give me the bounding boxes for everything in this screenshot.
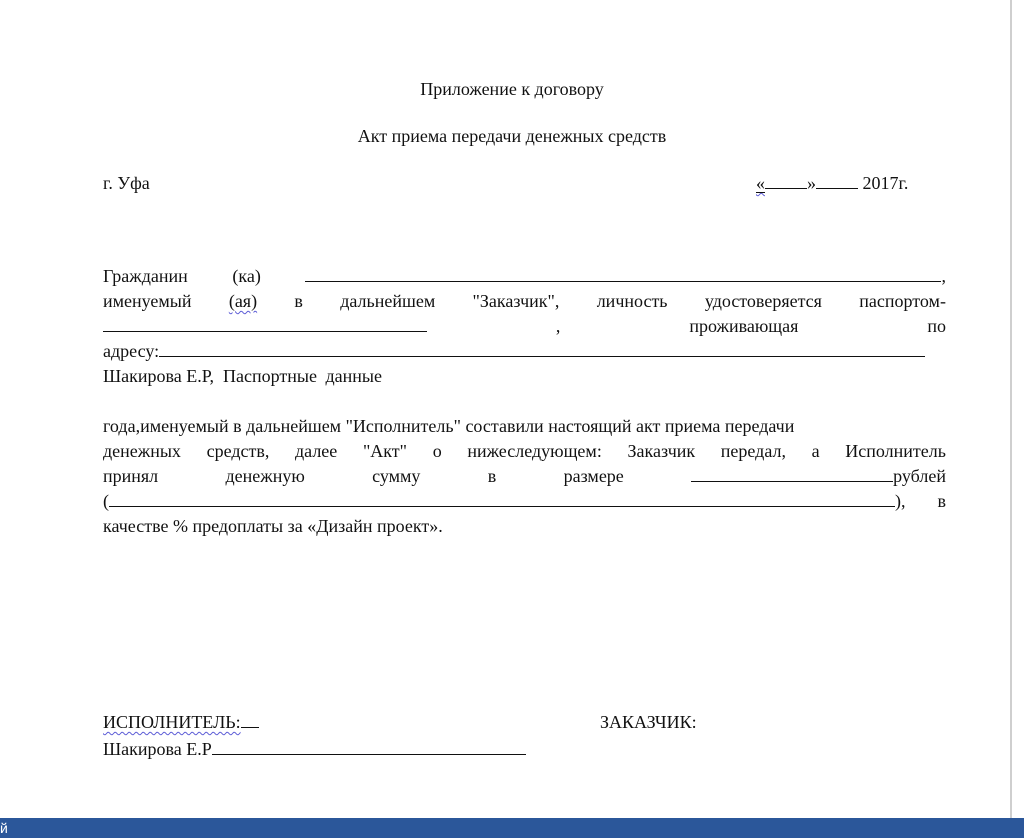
word: Заказчик [627,441,696,461]
executor-signature-name: Шакирова Е.Р [103,739,212,759]
paragraph2-line3 [103,464,946,488]
executor-passport-line [103,364,382,388]
word: в [294,291,303,311]
day-blank [765,171,807,189]
word: в [487,466,497,486]
word: "Акт" [362,441,408,461]
status-bar [0,818,1024,838]
amount-field [691,464,946,488]
word: средств, [206,441,270,461]
citizen-line [103,264,946,288]
customer-label: ЗАКАЗЧИК: [600,712,697,732]
rubles-word: рублей [893,466,946,486]
paragraph2-line2 [103,439,946,463]
word: дальнейшем [340,291,436,311]
paragraph2-line5: качестве % предоплаты за «Дизайн проект». [103,516,443,536]
executor-name: Шакирова Е.Р, [103,366,215,386]
address-label: адресу: [103,341,160,361]
executor-label: ИСПОЛНИТЕЛЬ: [103,712,259,732]
citizen-ka: (ка) [232,266,261,286]
date-close-quote: » [807,173,816,193]
amount-in-words-field: ( ), [103,491,906,511]
word: , [555,316,561,336]
executor-label-line [103,710,259,734]
word: размере [563,466,624,486]
word: денежную [225,466,305,486]
word: именуемый [103,291,192,311]
amount-in-words-blank [109,489,895,507]
citizen-word: Гражданин [103,266,188,286]
paragraph2-line1: года,именуемый в дальнейшем "Исполнитель" составили настоящий акт приема передачи [103,416,795,436]
paragraph2-line4 [103,489,946,513]
word: в [937,491,946,511]
status-bar-text: й [0,820,8,836]
named-customer-line [103,289,946,313]
address-blank [159,339,925,357]
passport-blank [103,314,427,332]
word: передал, [720,441,786,461]
passport-label: Паспортные данные [223,366,382,386]
word: а [811,441,820,461]
date-open-quote: « [756,173,765,193]
year: 2017г. [862,173,909,193]
word: принял [103,466,159,486]
citizen-name-field: , [305,264,946,288]
word: (ая) [228,291,258,311]
address-line [103,339,925,363]
word: далее [295,441,338,461]
word: паспортом- [859,291,946,311]
word: сумму [372,466,421,486]
page-right-border [1010,0,1012,818]
word: денежных [103,441,181,461]
city: г. Уфа [103,173,150,193]
word: удостоверяется [704,291,822,311]
word: нижеследующем: [467,441,602,461]
word: Исполнитель [845,441,946,461]
word: по [927,316,946,336]
month-blank [816,171,858,189]
date-line [756,171,908,195]
passport-line [103,314,946,338]
signature-blank [212,737,526,755]
executor-signature-line [103,737,526,761]
document-title: Акт приема передачи денежных средств [357,126,667,146]
word: "Заказчик", [472,291,560,311]
word: о [432,441,442,461]
word: личность [596,291,668,311]
citizen-name-blank [305,264,941,282]
amount-blank [691,464,893,482]
appendix-heading: Приложение к договору [420,79,604,99]
word: проживающая [689,316,799,336]
